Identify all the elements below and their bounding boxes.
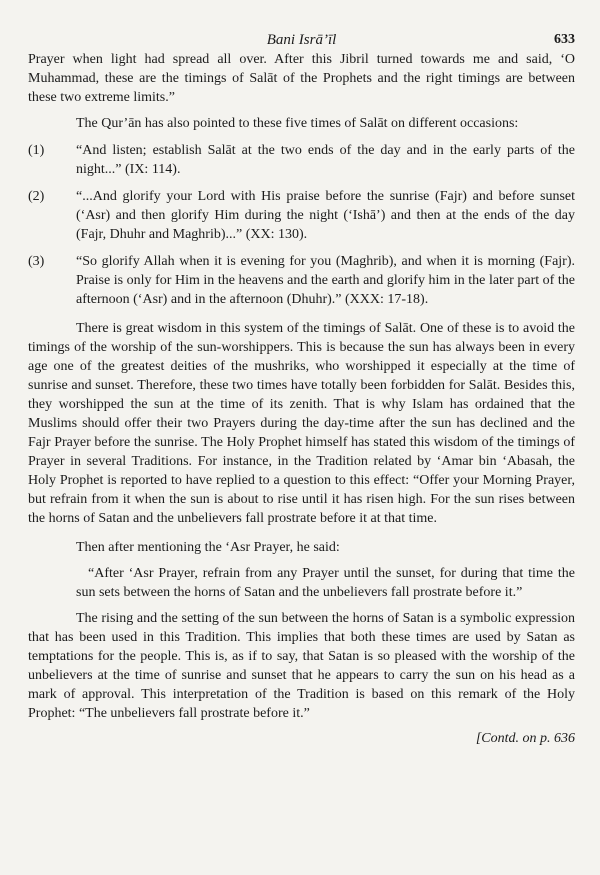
quote-item-3 [28, 252, 575, 309]
paragraph-interpretation: The rising and the setting of the sun between the horns of Satan is a symbolic expression that has been used in this Tradition. This implies that both these times are used by Satan as temptations for the people. This is, as if to say, that Satan is so pleased with the worship of the unbelievers at the time of sunrise and sunset that he appears to carry the sun on his head as a mark of approval. This interpretation of the Tradition is based on this remark of the Holy Prophet: “The unbelievers fall prostrate before it.” [28, 611, 575, 721]
item-text: “So glorify Allah when it is evening for you (Maghrib), and when it is morning (Fajr). Praise is only for Him in the heavens and the earth and glorify him in the later part of the afternoon (‘Asr) and in the afternoon (Dhuhr).” (XXX: 17-18). [76, 254, 575, 307]
paragraph-wisdom: There is great wisdom in this system of the timings of Salāt. One of these is to avoid the timings of the worship of the sun-worshippers. This is because the sun has always been in every age one of the greatest deities of the mushriks, who worshipped it especially at the time of sunrise and sunset. Therefore, these two times have totally been forbidden for Salāt. Besides this, they worshipped the sun at the time of its zenith. That is why Islam has ordained that the Muslims should offer their two Prayers during the day-time after the sun has declined and the Fajr Prayer before the sunrise. The Holy Prophet himself has stated this wisdom of the timings of Prayer in several Traditions. For instance, in the Tradition related by ‘Amar bin ‘Abasah, the Holy Prophet is reported to have replied to a question to this effect: “Offer your Morning Prayer, but refrain from it when the sun is about to rise until it has risen high. For the sun rises between the horns of Satan and the unbelievers fall prostrate before it at that time. [28, 321, 575, 526]
paragraph-asr-quote: “After ‘Asr Prayer, refrain from any Prayer until the sunset, for during that time the sun sets between the horns of Satan and the unbelievers fall prostrate before it.” [76, 566, 575, 600]
running-title: Bani Isrā’īl [266, 32, 337, 48]
quote-item-2 [28, 187, 575, 244]
paragraph-asr-intro: Then after mentioning the ‘Asr Prayer, he said: [76, 540, 340, 555]
item-text: “And listen; establish Salāt at the two ends of the day and in the early parts of the night...” (IX: 114). [76, 143, 575, 177]
paragraph-intro-occasions: The Qur’ān has also pointed to these five times of Salāt on different occasions: [76, 116, 519, 131]
page-number: 633 [554, 32, 575, 47]
page-header [28, 20, 575, 50]
item-number: (3) [28, 254, 45, 269]
continued-note: [Contd. on p. 636 [475, 731, 575, 746]
item-number: (2) [28, 189, 45, 204]
item-number: (1) [28, 143, 45, 158]
quote-item-1 [28, 141, 575, 179]
paragraph-continuation: Prayer when light had spread all over. After this Jibril turned towards me and said, ‘O Muhammad, these are the timings of Salāt of the Prophets and the right timings are between these two extreme limits.” [28, 52, 575, 105]
item-text: “...And glorify your Lord with His praise before the sunrise (Fajr) and before sunset (‘Asr) and then glorify Him during the night (‘Ishā’) and then at the ends of the day (Fajr, Dhuhr and Maghrib)...” (XX: 130). [76, 189, 575, 242]
document-page [28, 20, 575, 747]
